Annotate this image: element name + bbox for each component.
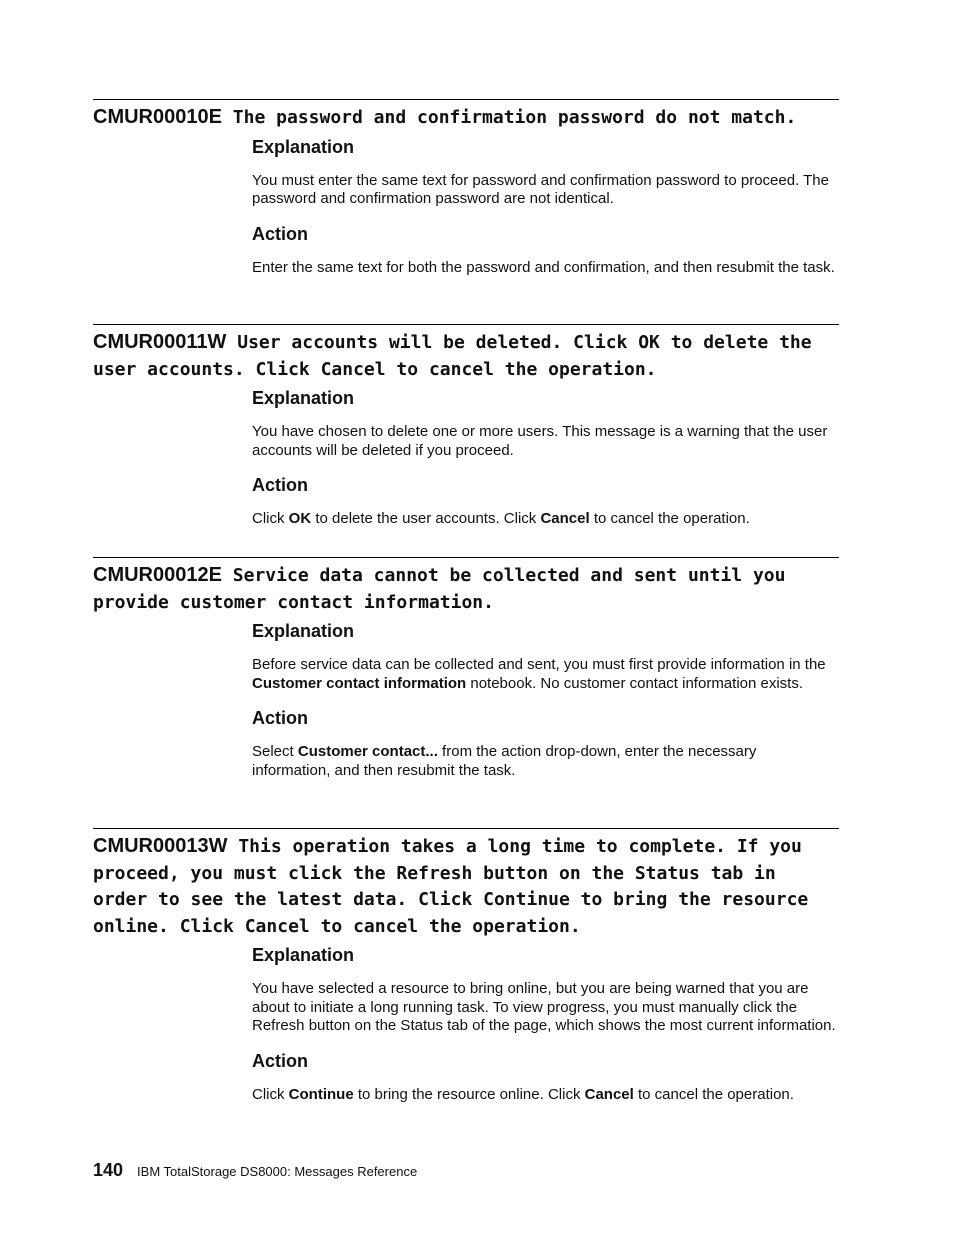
text-run: Before service data can be collected and sent, you must first provide information in the bbox=[252, 656, 826, 673]
explanation-section bbox=[252, 387, 836, 460]
text-run: from the action drop-down, enter the necessary information, and then resubmit the task. bbox=[252, 743, 757, 779]
text-run: to cancel the operation. bbox=[633, 1085, 794, 1103]
explanation-text bbox=[252, 656, 836, 693]
message-entry bbox=[93, 557, 839, 780]
explanation-text bbox=[252, 172, 836, 209]
message-entry bbox=[93, 99, 839, 277]
explanation-heading: Explanation bbox=[252, 388, 355, 408]
message-title bbox=[93, 325, 839, 383]
page-number: 140 bbox=[93, 1160, 124, 1180]
message-text: Service data cannot be collected and sent until you provide customer contact information. bbox=[93, 565, 786, 613]
bold-term: OK bbox=[288, 510, 312, 528]
action-section bbox=[252, 474, 836, 529]
text-run: Click bbox=[252, 510, 289, 528]
message-title bbox=[93, 829, 839, 940]
action-text bbox=[252, 259, 836, 278]
text-run: You have selected a resource to bring online, but you are being warned that you are about to initiate a long running task. To view progress, you must manually click the Refresh button on the Status tab of the page, which shows the most current information. bbox=[252, 980, 836, 1035]
bold-term: Customer contact... bbox=[297, 743, 438, 761]
text-run: You have chosen to delete one or more users. This message is a warning that the user accounts will be deleted if you proceed. bbox=[252, 423, 828, 459]
action-text bbox=[252, 743, 836, 780]
action-section bbox=[252, 1050, 836, 1105]
action-text bbox=[252, 1086, 836, 1105]
message-entry bbox=[93, 324, 839, 529]
action-heading: Action bbox=[252, 708, 308, 729]
explanation-section bbox=[252, 944, 836, 1036]
document-title: IBM TotalStorage DS8000: Messages Reference bbox=[137, 1164, 418, 1179]
explanation-heading: Explanation bbox=[252, 136, 355, 157]
message-title bbox=[93, 100, 839, 132]
message-title bbox=[93, 558, 839, 616]
explanation-section bbox=[252, 136, 836, 209]
page-footer bbox=[93, 1160, 417, 1181]
text-run: to bring the resource online. Click bbox=[353, 1085, 585, 1103]
bold-term: Customer contact information bbox=[252, 674, 467, 692]
message-text: This operation takes a long time to complete. If you proceed, you must click the Refresh button on the Status tab in order to see the latest data. Click Continue to bring the resource online. Click Cancel to cancel the operation. bbox=[93, 836, 809, 937]
message-id: CMUR00012E bbox=[93, 564, 222, 586]
text-run: to delete the user accounts. Click bbox=[311, 510, 541, 528]
text-run: Click bbox=[252, 1085, 289, 1103]
action-heading: Action bbox=[252, 223, 308, 244]
message-id: CMUR00013W bbox=[93, 835, 228, 857]
action-text bbox=[252, 510, 836, 529]
bold-term: Cancel bbox=[584, 1085, 634, 1103]
message-id: CMUR00010E bbox=[93, 106, 222, 128]
text-run: You must enter the same text for password and confirmation password to proceed. The password and confirmation password are not identical. bbox=[252, 171, 829, 208]
action-section bbox=[252, 223, 836, 278]
explanation-heading: Explanation bbox=[252, 945, 355, 965]
explanation-text bbox=[252, 423, 836, 460]
explanation-text bbox=[252, 980, 836, 1036]
bold-term: Continue bbox=[288, 1085, 354, 1103]
text-run: to cancel the operation. bbox=[589, 510, 750, 528]
message-entry bbox=[93, 828, 839, 1104]
message-text: The password and confirmation password do not match. bbox=[232, 107, 797, 128]
explanation-heading: Explanation bbox=[252, 621, 355, 641]
action-heading: Action bbox=[252, 1050, 308, 1071]
action-heading: Action bbox=[252, 475, 308, 496]
explanation-section bbox=[252, 620, 836, 693]
message-text: User accounts will be deleted. Click OK to delete the user accounts. Click Cancel to cancel the operation. bbox=[93, 332, 812, 380]
text-run: notebook. No customer contact information exists. bbox=[466, 674, 804, 692]
bold-term: Cancel bbox=[540, 510, 590, 528]
text-run: Enter the same text for both the password and confirmation, and then resubmit the task. bbox=[252, 258, 835, 276]
action-section bbox=[252, 707, 836, 780]
message-id: CMUR00011W bbox=[93, 331, 227, 353]
text-run: Select bbox=[252, 743, 298, 761]
